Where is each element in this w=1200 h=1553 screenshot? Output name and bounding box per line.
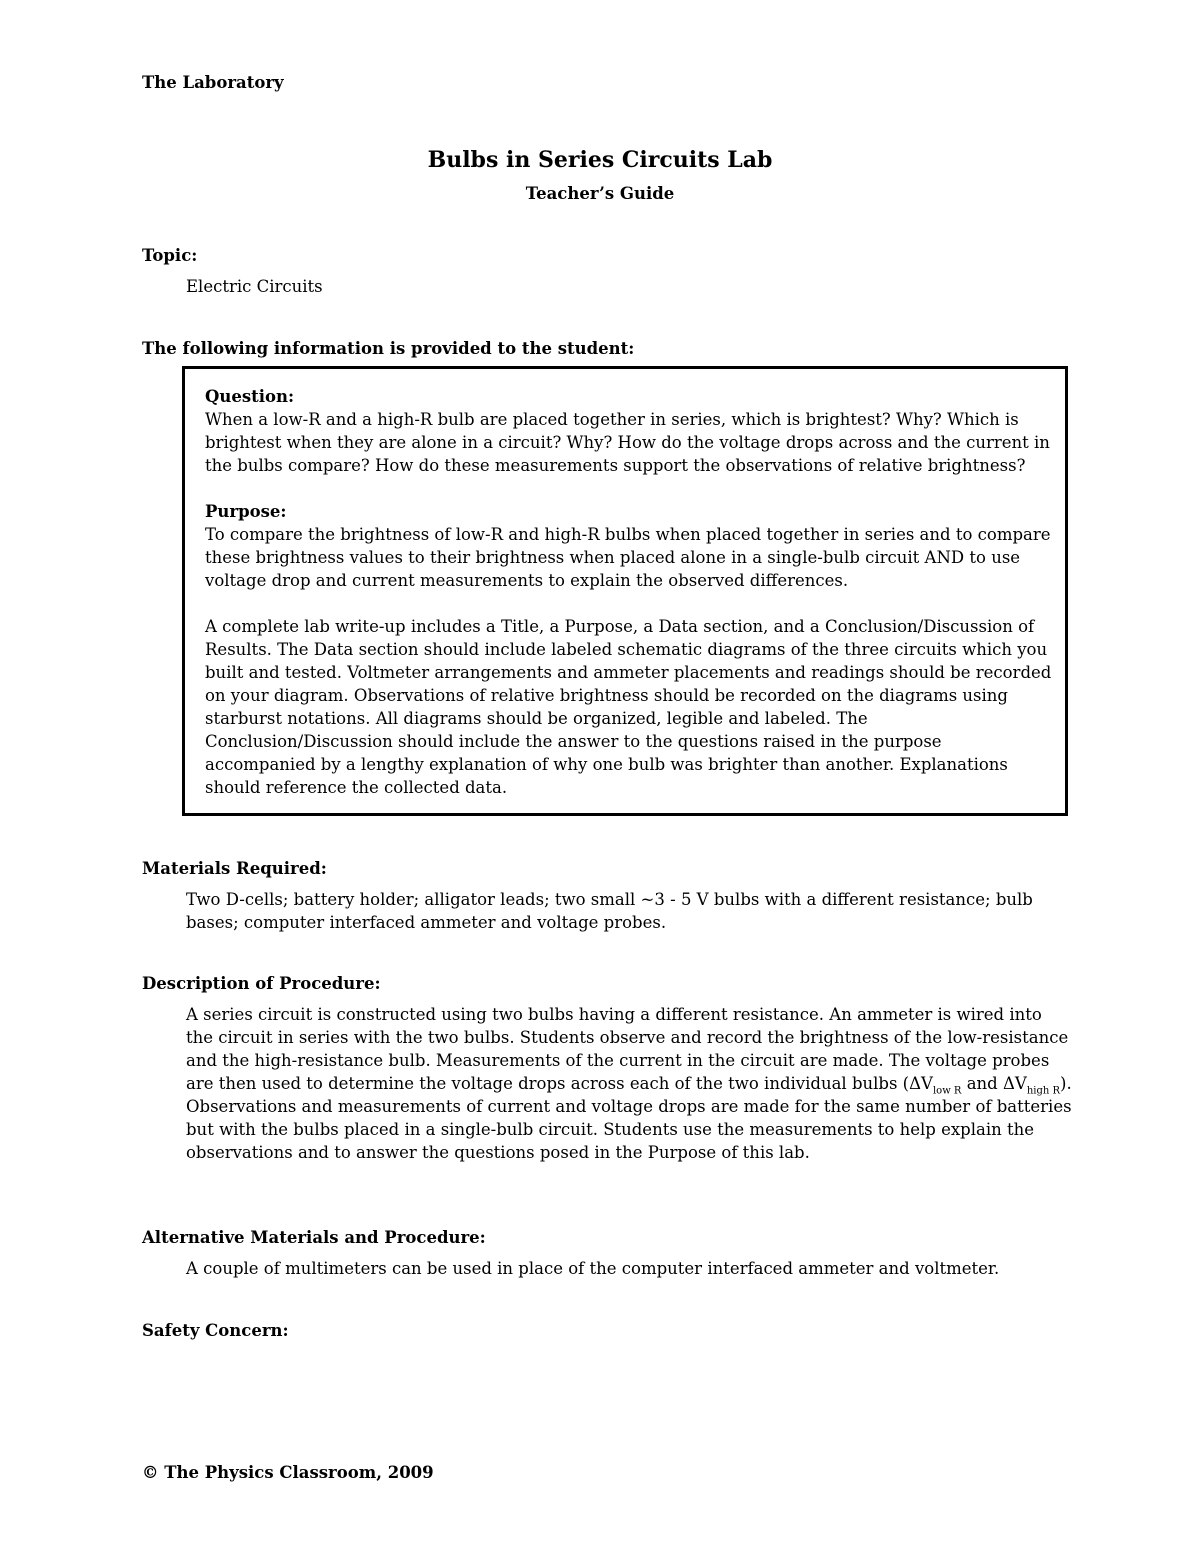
page-title: Bulbs in Series Circuits Lab bbox=[427, 147, 773, 173]
running-header: The Laboratory bbox=[142, 73, 284, 92]
procedure-label: Description of Procedure: bbox=[142, 974, 381, 993]
alternative-text: A couple of multimeters can be used in place of the computer interfaced ammeter and voltmeter. bbox=[186, 1259, 1000, 1278]
question-text: When a low-R and a high-R bulb are placed together in series, which is brightest? Why? Which is brightest when they are alone in a circuit? Why? How do the voltage drops across and the current in the bulbs compare? How do these measurements support the observations of relative brightness? bbox=[205, 410, 1050, 475]
student-info-label: The following information is provided to the student: bbox=[142, 339, 635, 358]
procedure-text bbox=[186, 1003, 1072, 1164]
materials-text: Two D-cells; battery holder; alligator leads; two small ~3 - 5 V bulbs with a different resistance; bulb bases; computer interfaced ammeter and voltage probes. bbox=[186, 890, 1033, 932]
delta-v-low-subscript: low R bbox=[932, 1085, 962, 1097]
delta-v-low: ΔV bbox=[909, 1074, 933, 1093]
question-block bbox=[205, 385, 1055, 477]
materials-label: Materials Required: bbox=[142, 859, 327, 878]
writeup-text: A complete lab write-up includes a Title, a Purpose, a Data section, and a Conclusion/Discussion of Results. The Data section should include labeled schematic diagrams of the three circuits which you built and tested. Voltmeter arrangements and ammeter placements and readings should be recorded on your diagram. Observations of relative brightness should be recorded on the diagrams using starburst notations. All diagrams should be organized, legible and labeled. The Conclusion/Discussion should include the answer to the questions raised in the purpose accompanied by a lengthy explanation of why one bulb was brighter than another. Explanations should reference the collected data. bbox=[205, 617, 1052, 797]
safety-label: Safety Concern: bbox=[142, 1321, 289, 1340]
student-info-box bbox=[182, 366, 1068, 816]
delta-v-high-subscript: high R bbox=[1026, 1085, 1061, 1097]
topic-label: Topic: bbox=[142, 246, 198, 265]
purpose-text: To compare the brightness of low-R and high-R bulbs when placed together in series and to compare these brightness values to their brightness when placed alone in a single-bulb circuit AND to use voltage drop and current measurements to explain the observed differences. bbox=[205, 525, 1051, 590]
topic-section bbox=[142, 244, 1072, 298]
procedure-and: and bbox=[961, 1074, 1003, 1093]
purpose-block bbox=[205, 500, 1055, 592]
materials-section bbox=[142, 857, 1072, 934]
question-label: Question: bbox=[205, 387, 295, 406]
student-info-heading bbox=[142, 337, 1072, 360]
purpose-label: Purpose: bbox=[205, 502, 287, 521]
topic-value: Electric Circuits bbox=[186, 277, 323, 296]
procedure-section bbox=[142, 972, 1072, 1164]
delta-v-high: ΔV bbox=[1003, 1074, 1027, 1093]
procedure-text-part2: ). Observations and measurements of current and voltage drops are made for the same number of batteries but with the bulbs placed in a single-bulb circuit. Students use the measurements to help explain the observations and to answer the questions posed in the Purpose of this lab. bbox=[186, 1074, 1072, 1162]
alternative-section bbox=[142, 1226, 1072, 1280]
title-block bbox=[0, 146, 1200, 205]
procedure-text-part1: A series circuit is constructed using two bulbs having a different resistance. An ammeter is wired into the circuit in series with the two bulbs. Students observe and record the brightness of the low-resistance and the high-resistance bulb. Measurements of the current in the circuit are made. The voltage probes are then used to determine the voltage drops across each of the two individual bulbs ( bbox=[186, 1005, 1069, 1093]
safety-section bbox=[142, 1319, 1072, 1342]
page-subtitle: Teacher’s Guide bbox=[525, 184, 675, 203]
alternative-label: Alternative Materials and Procedure: bbox=[142, 1228, 486, 1247]
copyright-footer: © The Physics Classroom, 2009 bbox=[142, 1463, 434, 1482]
